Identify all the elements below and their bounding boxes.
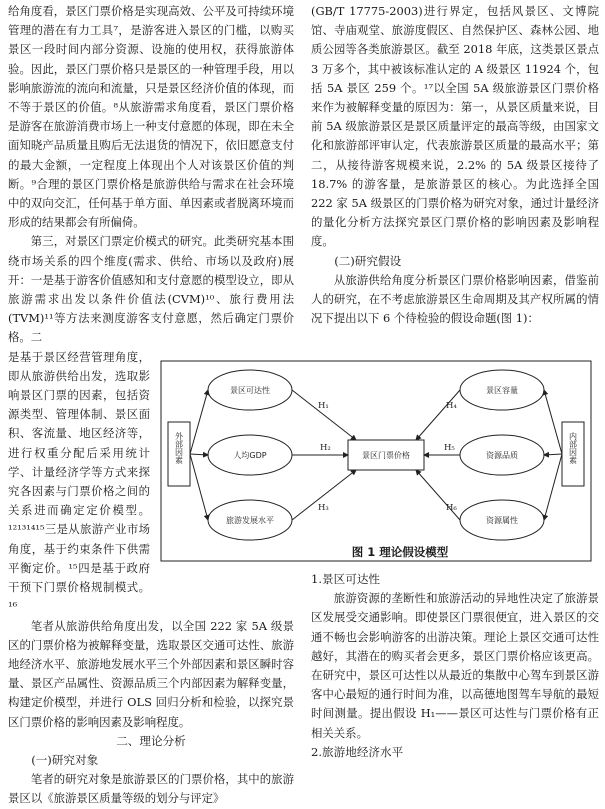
internal-factors-label: 内部因素 (568, 432, 578, 464)
h4-label: H₄ (446, 401, 457, 411)
subsection-heading: 1.景区可达性 (311, 572, 381, 586)
h5-label: H₅ (444, 443, 455, 453)
section-heading: 二、理论分析 (116, 733, 186, 748)
node-capacity-label: 景区容量 (486, 386, 518, 395)
paragraph: 笔者从旅游供给角度出发，以全国 222 家 5A 级景区的门票价格为被解释变量，选取景区交通可达性、旅游地经济水平、旅游地发展水平三个外部因素和景区瞬时容量、景区产品属性、资源品质三个内部因素为解释变量，构建定价模型，并进行 OLS 回归分析和检验，以探究景区门票价格的影响因素及影响程度。 (8, 618, 294, 729)
node-resource-attribute-label: 资源属性 (486, 516, 518, 525)
h6-label: H₆ (446, 503, 457, 513)
h1-label: H₁ (318, 401, 329, 411)
subsection-heading: (一)研究对象 (31, 752, 99, 767)
paragraph: 给角度看，景区门票价格是实现高效、公平及可持续环境管理的潜在有力工具⁷，是游客进入景区的门槛，以购买景区一段时间内部分资源、设施的使用权，获得旅游体验。因此，景区门票价格只是景区的一种管理手段，用以影响旅游流的流向和流量，只是景区经济价值的体现，而不等于景区的价值。⁸从旅游需求角度看，景区门票价格是游客在旅游消费市场上一种支付意愿的体现，即在未全面知晓产品质量且购后无法退货的情况下，依旧愿意支付的最大金额，一定程度上体现出个人对该景区价值的判断。⁹合理的景区门票价格是旅游供给与需求在社会环境中的双向交汇，任何基于单方面、单因素或者脱离环境而形成的结果都会有所偏倚。 (8, 4, 294, 230)
h2-label: H₂ (320, 443, 331, 453)
subsection-heading: 2.旅游地经济水平 (311, 744, 404, 759)
subsection-heading: (二)研究假设 (334, 253, 402, 268)
node-accessibility-label: 景区可达性 (230, 386, 270, 395)
paragraph: 从旅游供给角度分析景区门票价格影响因素，借鉴前人的研究，在不考虑旅游景区生命周期及其产权所属的情况下提出以下 6 个待检验的假设命题(图 1)： (311, 272, 599, 326)
paragraph: 笔者的研究对象是旅游景区的门票价格，其中的旅游景区以《旅游景区质量等级的划分与评定》 (8, 772, 294, 806)
external-factors-label: 外部因素 (174, 432, 184, 464)
figure-caption: 图 1 理论假设模型 (351, 545, 449, 559)
right-column-bottom (311, 570, 599, 762)
center-ticket-price-label: 景区门票价格 (362, 451, 410, 460)
node-gdp-label: 人均GDP (233, 451, 267, 460)
hypothesis-model-figure (160, 360, 592, 562)
paragraph: (GB/T 17775-2003)进行界定，包括风景区、文博院馆、寺庙观堂、旅游度假区、自然保护区、森林公园、地质公园等各类旅游景区。截至 2018 年底，这类景区景点 3 万多个，其中被该标准认定的 A 级景区 11924 个，包括 5A 景区 259 个。¹⁷以全国 5A 级旅游景区门票价格来作为被解释变量的原因为：第一，从景区质量来说，目前 5A 级旅游景区是景区质量评定的最高等级，由国家文化和旅游部评审认定，代表旅游景区质量的最高水平；第二，从接待游客规模来说，2.2% 的 5A 级景区接待了 18.7% 的游客量，是旅游景区的核心。为此选择全国 222 家 5A 级景区的门票价格为研究对象，通过计量经济的量化分析方法探究景区门票价格的影响因素及影响程度。 (311, 4, 599, 249)
paragraph-wrapped: 是基于景区经营管理角度，即从旅游供给出发，选取影响景区门票的因素，包括资源类型、管理体制、景区面积、客流量、地区经济等，进行权重分配后采用统计学、计量经济学等方式来探究各因素与门票价格之间的关系进而确定定价模型。¹²¹³¹⁴¹⁵三是从旅游产业市场角度，基于约束条件下供需平衡定价。¹⁵四是基于政府干预下门票价格规制模式。¹⁶ (8, 349, 150, 614)
node-resource-quality-label: 资源品质 (486, 451, 518, 460)
paragraph: 第三，对景区门票定价模式的研究。此类研究基本围绕市场关系的四个维度(需求、供给、市场以及政府)展开：一是基于游客价值感知和支付意愿的模型设立，即从旅游需求出发以条件价值法(CVM)¹⁰、旅行费用法(TVM)¹¹等方法来测度游客支付意愿，然后确定门票价格。二 (8, 234, 294, 345)
node-tourism-development-label: 旅游发展水平 (226, 516, 274, 525)
paragraph: 旅游资源的垄断性和旅游活动的异地性决定了旅游景区发展受交通影响。即使景区门票很便宜，进入景区的交通不畅也会影响游客的出游决策。理论上景区交通可达性越好，其潜在的购买者会更多，景区门票价格应该更高。在研究中，景区可达性以从最近的集散中心驾车到景区游客中心最短的通行时间为准，以高德地图驾车导航的最短时间测量。提出假设 H₁——景区可达性与门票价格有正相关关系。 (311, 591, 599, 740)
right-column-top (311, 2, 599, 328)
h3-label: H₃ (318, 503, 329, 513)
